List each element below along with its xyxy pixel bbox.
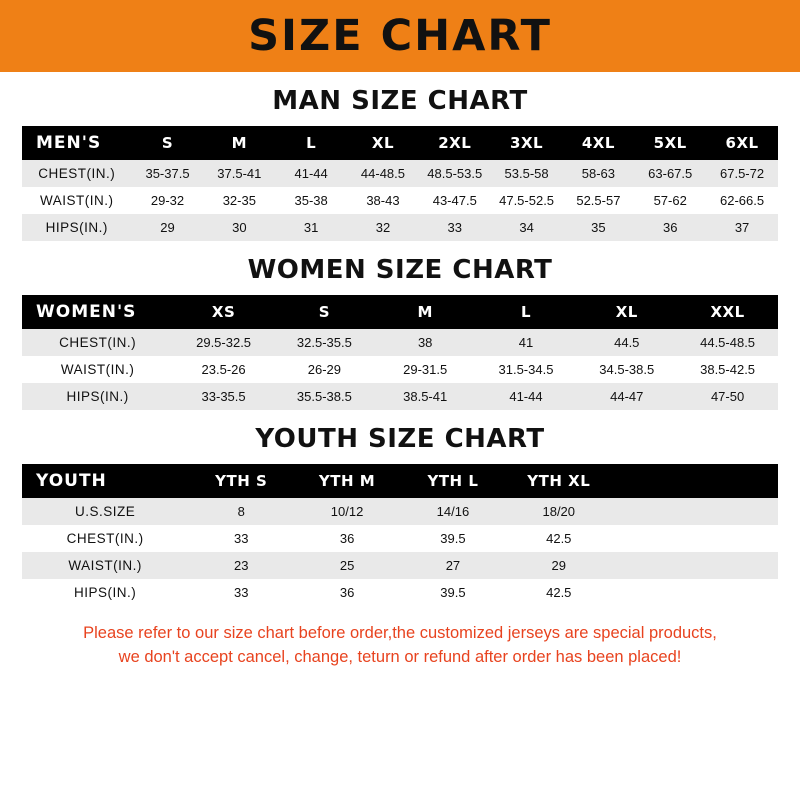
- table-cell: 33: [447, 220, 462, 235]
- table-row: [22, 579, 778, 606]
- youth-header-cell: YTH S: [215, 472, 268, 490]
- table-cell: 18/20: [542, 504, 576, 519]
- women-header-cell: M: [417, 303, 433, 321]
- table-cell: 34.5-38.5: [599, 362, 655, 377]
- table-cell: 31.5-34.5: [498, 362, 554, 377]
- table-cell: 33: [234, 585, 249, 600]
- table-row: [22, 498, 778, 525]
- table-cell: [612, 579, 778, 606]
- row-label: U.S.SIZE: [75, 504, 136, 519]
- table-row: [22, 329, 778, 356]
- table-cell: 43-47.5: [432, 193, 477, 208]
- footer-line-2: we don't accept cancel, change, teturn or refund after order has been placed!: [118, 647, 682, 666]
- table-cell: 26-29: [307, 362, 341, 377]
- header-banner: [0, 0, 800, 72]
- table-cell: 44.5-48.5: [700, 335, 756, 350]
- table-cell: 32-35: [222, 193, 256, 208]
- men-header-cell: S: [161, 134, 174, 152]
- youth-header-cell: YTH XL: [527, 472, 591, 490]
- table-cell: 38.5-41: [403, 389, 448, 404]
- row-label: WAIST(IN.): [60, 362, 135, 377]
- row-label: CHEST(IN.): [38, 166, 116, 181]
- table-cell: 47-50: [710, 389, 745, 404]
- table-cell: 63-67.5: [648, 166, 693, 181]
- table-cell: 37.5-41: [217, 166, 262, 181]
- footer-line-1: Please refer to our size chart before order,the customized jerseys are special products,: [83, 624, 717, 642]
- table-cell: 23.5-26: [201, 362, 246, 377]
- table-cell: 36: [339, 531, 355, 546]
- table-cell: 57-62: [653, 193, 687, 208]
- table-row: [22, 214, 778, 241]
- chart-content: [0, 86, 800, 670]
- table-cell: 33-35.5: [201, 389, 246, 404]
- table-cell: 35.5-38.5: [296, 389, 352, 404]
- table-cell: 29: [160, 220, 175, 235]
- table-cell: 52.5-57: [576, 193, 621, 208]
- table-cell: 30: [232, 220, 247, 235]
- table-row: [22, 160, 778, 187]
- table-cell: 44-47: [610, 389, 644, 404]
- men-table-header-row: [22, 126, 778, 160]
- men-header-cell: XL: [371, 134, 395, 152]
- table-cell: 29.5-32.5: [196, 335, 252, 350]
- table-cell: 42.5: [546, 585, 572, 600]
- row-label: HIPS(IN.): [74, 585, 137, 600]
- footer-disclaimer: [22, 622, 778, 670]
- table-cell: 25: [339, 558, 355, 573]
- women-table-header-row: [22, 295, 778, 329]
- table-cell: 44.5: [614, 335, 640, 350]
- youth-header-cell: YTH M: [318, 472, 376, 490]
- table-cell: 33: [234, 531, 249, 546]
- table-row: [22, 525, 778, 552]
- table-cell: 41-44: [294, 166, 328, 181]
- table-cell: 32.5-35.5: [296, 335, 352, 350]
- men-header-cell: 3XL: [510, 134, 544, 152]
- table-row: [22, 552, 778, 579]
- table-cell: 14/16: [436, 504, 470, 519]
- table-cell: [612, 498, 778, 525]
- table-cell: 38-43: [366, 193, 400, 208]
- table-cell: 8: [237, 504, 245, 519]
- women-section-title: WOMEN SIZE CHART: [247, 255, 553, 285]
- youth-header-cell: YTH L: [427, 472, 479, 490]
- table-cell: 35: [591, 220, 606, 235]
- youth-table-header-row: [22, 464, 778, 498]
- men-header-cell: 4XL: [581, 134, 615, 152]
- men-header-cell: 6XL: [725, 134, 759, 152]
- table-cell: 47.5-52.5: [499, 193, 555, 208]
- row-label: WAIST(IN.): [68, 558, 142, 573]
- women-header-cell: XS: [211, 303, 236, 321]
- table-cell: 39.5: [440, 585, 466, 600]
- table-cell: 35-37.5: [145, 166, 190, 181]
- table-cell: 34: [519, 220, 534, 235]
- women-size-table: [22, 295, 778, 410]
- youth-header-cell: YOUTH: [36, 471, 107, 491]
- table-cell: 41: [518, 335, 534, 350]
- table-row: [22, 187, 778, 214]
- table-cell: 42.5: [546, 531, 572, 546]
- row-label: WAIST(IN.): [40, 193, 114, 208]
- men-header-cell: L: [306, 134, 317, 152]
- table-cell: 31: [303, 220, 319, 235]
- table-cell: 32: [375, 220, 391, 235]
- row-label: HIPS(IN.): [66, 389, 129, 404]
- women-header-cell: L: [520, 303, 531, 321]
- table-cell: [612, 525, 778, 552]
- men-header-cell: 5XL: [653, 134, 687, 152]
- women-header-cell: XL: [615, 303, 638, 321]
- women-header-cell: XXL: [710, 303, 745, 321]
- row-label: CHEST(IN.): [59, 335, 137, 350]
- table-cell: 44-48.5: [360, 166, 405, 181]
- table-cell: 36: [339, 585, 355, 600]
- youth-header-cell: [612, 464, 778, 498]
- table-cell: 29-32: [150, 193, 185, 208]
- men-size-table: [22, 126, 778, 241]
- women-header-cell: S: [318, 303, 331, 321]
- table-cell: 38.5-42.5: [700, 362, 756, 377]
- table-cell: 35-38: [294, 193, 328, 208]
- table-cell: 10/12: [330, 504, 364, 519]
- table-cell: 37: [734, 220, 750, 235]
- row-label: CHEST(IN.): [66, 531, 144, 546]
- table-cell: 29-31.5: [403, 362, 448, 377]
- table-cell: 48.5-53.5: [427, 166, 483, 181]
- men-header-cell: M: [231, 134, 248, 152]
- men-section-title: MAN SIZE CHART: [272, 86, 528, 116]
- table-cell: 41-44: [509, 389, 543, 404]
- table-cell: 23: [234, 558, 249, 573]
- men-header-cell: MEN'S: [36, 133, 102, 153]
- table-cell: 53.5-58: [504, 166, 549, 181]
- table-cell: [612, 552, 778, 579]
- table-cell: 62-66.5: [720, 193, 765, 208]
- table-cell: 38: [417, 335, 433, 350]
- table-cell: 67.5-72: [720, 166, 765, 181]
- table-cell: 29: [551, 558, 566, 573]
- table-cell: 39.5: [440, 531, 466, 546]
- row-label: HIPS(IN.): [45, 220, 108, 235]
- youth-section-title: YOUTH SIZE CHART: [255, 424, 545, 454]
- table-row: [22, 383, 778, 410]
- men-header-cell: 2XL: [438, 134, 472, 152]
- youth-size-table: [22, 464, 778, 606]
- table-cell: 27: [445, 558, 461, 573]
- page-title: SIZE CHART: [248, 10, 552, 61]
- table-row: [22, 356, 778, 383]
- women-header-cell: WOMEN'S: [36, 302, 137, 322]
- table-cell: 36: [662, 220, 678, 235]
- table-cell: 58-63: [581, 166, 616, 181]
